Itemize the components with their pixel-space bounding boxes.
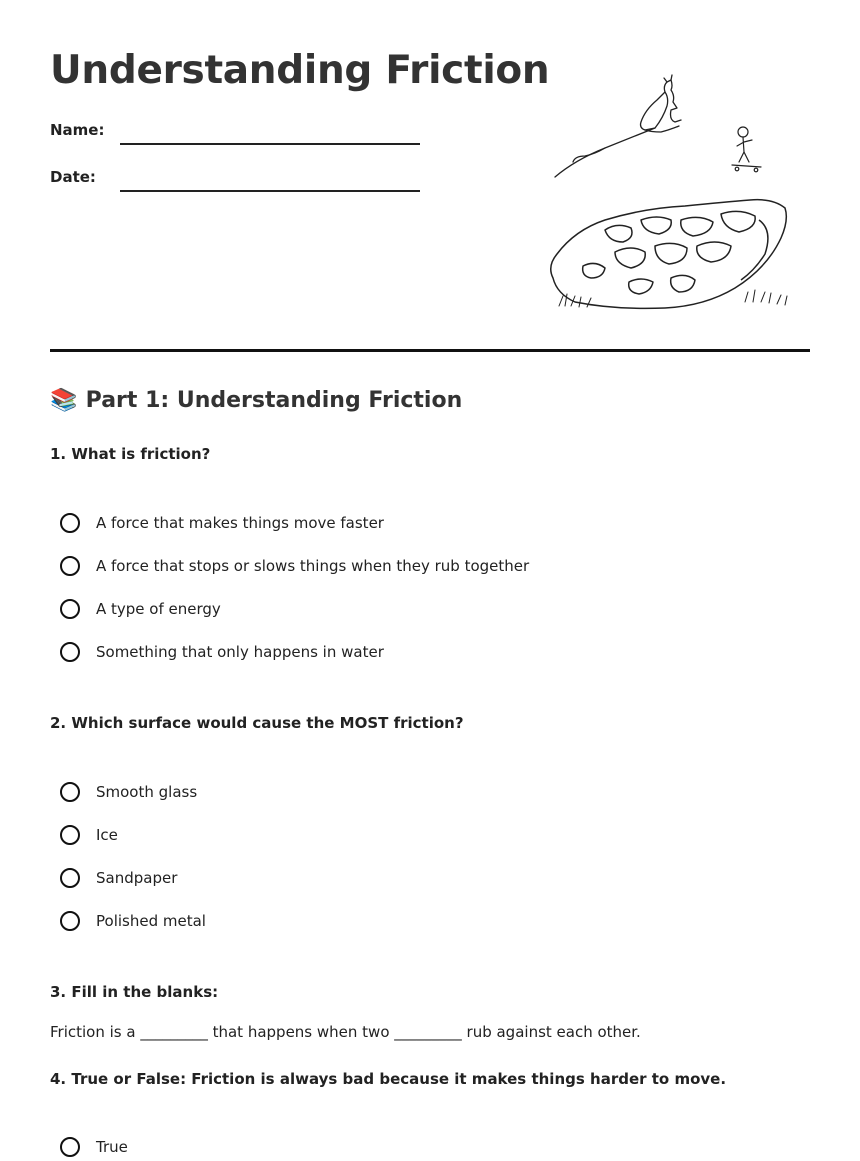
option-label: Something that only happens in water: [96, 643, 384, 661]
option-label: A force that makes things move faster: [96, 514, 384, 532]
date-label: Date:: [50, 168, 96, 186]
kangaroo-drawing: [555, 75, 681, 177]
question-2: 2. Which surface would cause the MOST friction?: [50, 714, 464, 732]
fill-in-text: Friction is a _________ that happens when two _________ rub against each other.: [50, 1023, 641, 1041]
radio-circle[interactable]: [60, 642, 80, 662]
radio-circle[interactable]: [60, 782, 80, 802]
header-divider: [50, 349, 810, 352]
option-label: Ice: [96, 826, 118, 844]
q2-option-2[interactable]: [60, 822, 118, 848]
radio-circle[interactable]: [60, 868, 80, 888]
q4-option-true[interactable]: [60, 1134, 128, 1160]
option-label: True: [96, 1138, 128, 1156]
option-label: Smooth glass: [96, 783, 198, 801]
books-icon: 📚: [50, 388, 78, 413]
section-title-text: Part 1: Understanding Friction: [85, 388, 463, 413]
radio-circle[interactable]: [60, 513, 80, 533]
radio-circle[interactable]: [60, 599, 80, 619]
date-line[interactable]: [120, 190, 420, 192]
q1-option-4[interactable]: [60, 639, 384, 665]
q1-option-3[interactable]: [60, 596, 221, 622]
q2-option-4[interactable]: [60, 908, 206, 934]
section-title: [50, 388, 462, 413]
radio-circle[interactable]: [60, 1137, 80, 1157]
friction-illustration: [545, 70, 795, 315]
option-label: Sandpaper: [96, 869, 178, 887]
question-3: 3. Fill in the blanks:: [50, 983, 219, 1001]
option-label: Polished metal: [96, 912, 206, 930]
option-label: A force that stops or slows things when they rub together: [96, 557, 530, 575]
q1-option-2[interactable]: [60, 553, 529, 579]
option-label: A type of energy: [96, 600, 221, 618]
question-1: 1. What is friction?: [50, 445, 211, 463]
radio-circle[interactable]: [60, 556, 80, 576]
rock-drawing: [551, 200, 787, 309]
name-label: Name:: [50, 121, 105, 139]
q1-option-1[interactable]: [60, 510, 384, 536]
q2-option-1[interactable]: [60, 779, 197, 805]
worksheet-title: Understanding Friction: [50, 48, 550, 93]
radio-circle[interactable]: [60, 825, 80, 845]
skater-drawing: [732, 127, 761, 172]
q2-option-3[interactable]: [60, 865, 177, 891]
radio-circle[interactable]: [60, 911, 80, 931]
question-4: 4. True or False: Friction is always bad because it makes things harder to move.: [50, 1070, 727, 1088]
name-line[interactable]: [120, 143, 420, 145]
